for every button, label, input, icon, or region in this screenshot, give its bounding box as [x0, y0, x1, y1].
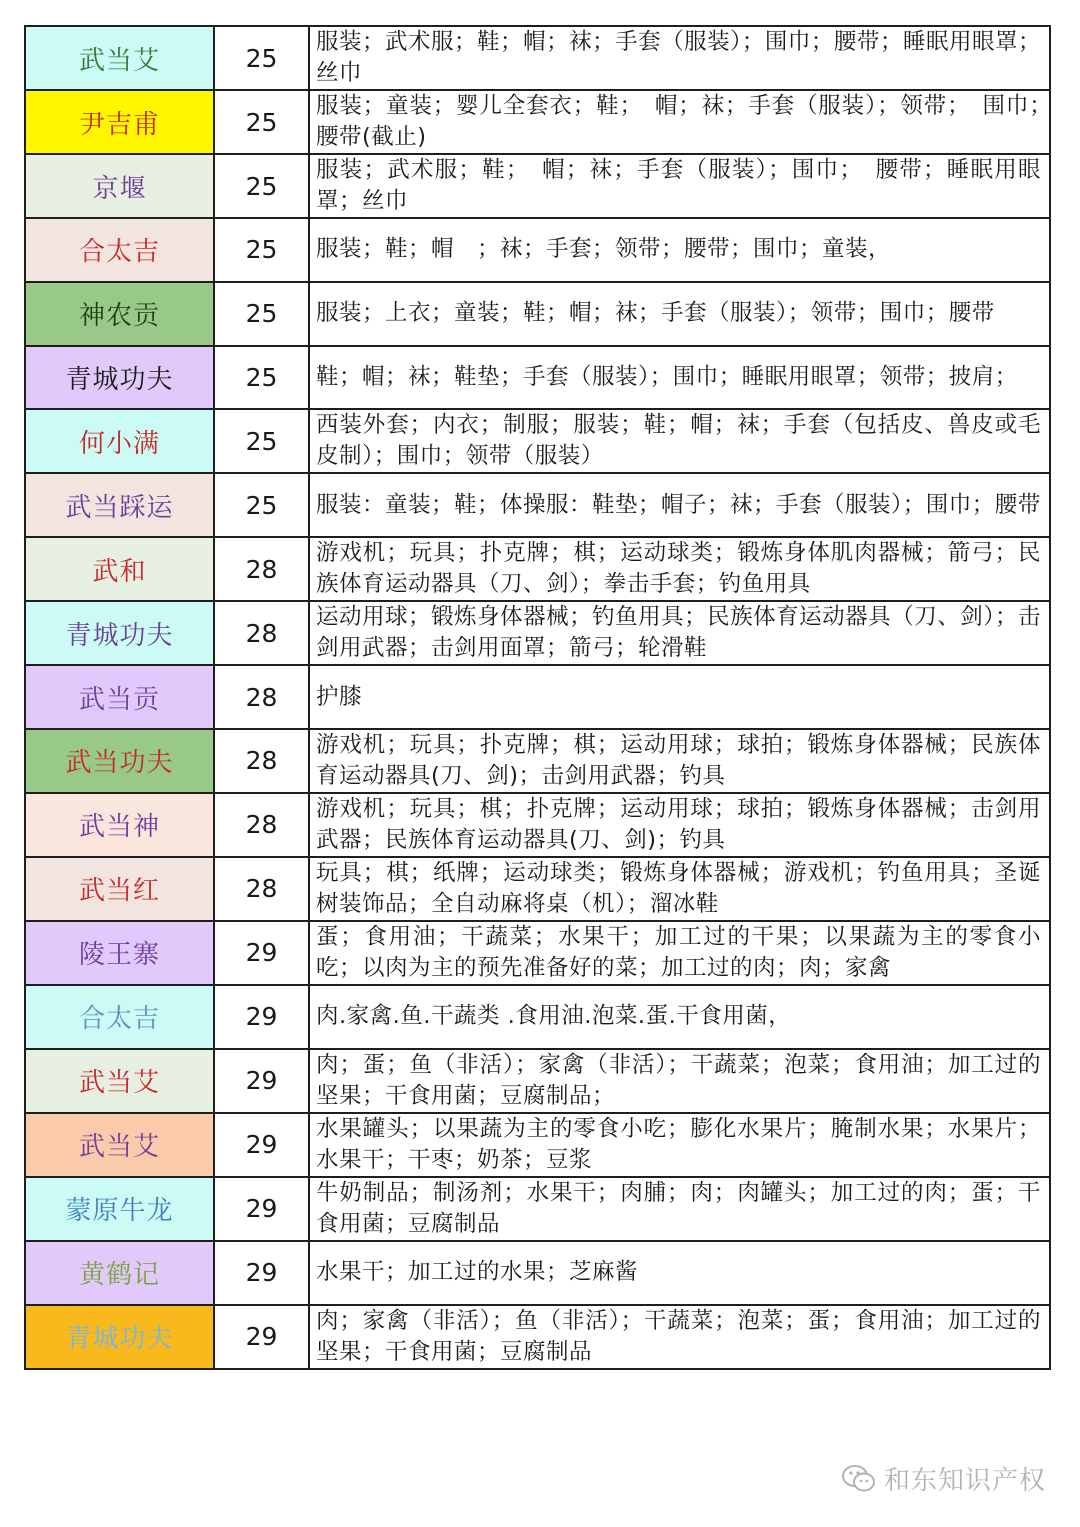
table-row	[25, 1049, 1050, 1113]
table-row	[25, 218, 1050, 282]
brand-name-cell: 黄鹤记	[25, 1241, 214, 1305]
trademark-table-body	[25, 26, 1065, 1369]
goods-list-cell: 玩具；棋；纸牌；运动球类；锻炼身体器械；游戏机；钓鱼用具；圣诞树装饰品；全自动麻将桌（机）；溜冰鞋	[309, 857, 1050, 921]
brand-name-cell: 蒙原牛龙	[25, 1177, 214, 1241]
table-row	[25, 26, 1050, 90]
trademark-table	[24, 25, 1065, 1370]
brand-name-cell: 武当踩运	[25, 473, 214, 537]
brand-name-cell: 武当艾	[25, 1049, 214, 1113]
class-number-cell: 25	[214, 282, 309, 346]
table-row	[25, 282, 1050, 346]
goods-list-cell: 水果干；加工过的水果；芝麻酱	[309, 1241, 1050, 1305]
goods-list-cell: 游戏机；玩具；扑克牌；棋；运动用球；球拍；锻炼身体器械；民族体育运动器具(刀、剑)；击剑用武器；钓具	[309, 729, 1050, 793]
brand-name-cell: 陵王寨	[25, 921, 214, 985]
class-number-cell: 29	[214, 921, 309, 985]
table-row	[25, 346, 1050, 410]
table-row	[25, 729, 1050, 793]
goods-list-cell: 护膝	[309, 665, 1050, 729]
goods-list-cell: 服装；鞋；帽 ；袜；手套；领带；腰带；围巾；童装，	[309, 218, 1050, 282]
table-row	[25, 665, 1050, 729]
goods-list-cell: 服装；武术服；鞋；帽；袜；手套（服装）；围巾；腰带；睡眠用眼罩；丝巾	[309, 26, 1050, 90]
class-number-cell: 25	[214, 26, 309, 90]
goods-list-cell: 游戏机；玩具；棋；扑克牌；运动用球；球拍；锻炼身体器械；击剑用武器；民族体育运动器具(刀、剑)；钓具	[309, 793, 1050, 857]
table-row	[25, 1241, 1050, 1305]
brand-name-cell: 合太吉	[25, 218, 214, 282]
brand-name-cell: 青城功夫	[25, 346, 214, 410]
goods-list-cell: 牛奶制品；制汤剂；水果干；肉脯；肉；肉罐头；加工过的肉；蛋；干食用菌；豆腐制品	[309, 1177, 1050, 1241]
brand-name-cell: 武当神	[25, 793, 214, 857]
class-number-cell: 29	[214, 985, 309, 1049]
class-number-cell: 29	[214, 1113, 309, 1177]
watermark-text: 和东知识产权	[883, 1466, 1046, 1496]
goods-list-cell: 服装：童装；鞋；体操服：鞋垫；帽子；袜；手套（服装）；围巾；腰带	[309, 473, 1050, 537]
goods-list-cell: 肉；蛋；鱼（非活）；家禽（非活）；干蔬菜；泡菜；食用油；加工过的坚果；干食用菌；豆腐制品；	[309, 1049, 1050, 1113]
class-number-cell: 25	[214, 346, 309, 410]
table-row	[25, 857, 1050, 921]
goods-list-cell: 水果罐头；以果蔬为主的零食小吃；膨化水果片；腌制水果；水果片；水果干；干枣；奶茶；豆浆	[309, 1113, 1050, 1177]
table-row	[25, 90, 1050, 154]
brand-name-cell: 何小满	[25, 409, 214, 473]
goods-list-cell: 蛋；食用油；干蔬菜；水果干；加工过的干果；以果蔬为主的零食小吃；以肉为主的预先准备好的菜；加工过的肉；肉；家禽	[309, 921, 1050, 985]
class-number-cell: 28	[214, 665, 309, 729]
table-row	[25, 921, 1050, 985]
class-number-cell: 28	[214, 857, 309, 921]
goods-list-cell: 肉；家禽（非活）；鱼（非活）；干蔬菜；泡菜；蛋；食用油；加工过的坚果；干食用菌；豆腐制品	[309, 1305, 1050, 1369]
class-number-cell: 25	[214, 473, 309, 537]
goods-list-cell: 服装；童装；婴儿全套衣；鞋； 帽；袜；手套（服装）；领带； 围巾； 腰带(截止)	[309, 90, 1050, 154]
class-number-cell: 28	[214, 793, 309, 857]
table-row	[25, 409, 1050, 473]
brand-name-cell: 武和	[25, 537, 214, 601]
table-row	[25, 537, 1050, 601]
class-number-cell: 28	[214, 537, 309, 601]
brand-name-cell: 武当贡	[25, 665, 214, 729]
table-row	[25, 1113, 1050, 1177]
brand-name-cell: 青城功夫	[25, 1305, 214, 1369]
brand-name-cell: 合太吉	[25, 985, 214, 1049]
table-row	[25, 985, 1050, 1049]
wechat-icon	[842, 1464, 876, 1494]
goods-list-cell: 游戏机；玩具；扑克牌；棋；运动球类；锻炼身体肌肉器械；箭弓；民族体育运动器具（刀、剑）；拳击手套；钓鱼用具	[309, 537, 1050, 601]
class-number-cell: 29	[214, 1241, 309, 1305]
brand-name-cell: 武当红	[25, 857, 214, 921]
table-row	[25, 601, 1050, 665]
class-number-cell: 29	[214, 1305, 309, 1369]
table-row	[25, 1177, 1050, 1241]
class-number-cell: 28	[214, 729, 309, 793]
goods-list-cell: 西装外套；内衣；制服；服装；鞋；帽；袜；手套（包括皮、兽皮或毛皮制）；围巾；领带（服装）	[309, 409, 1050, 473]
class-number-cell: 25	[214, 218, 309, 282]
goods-list-cell: 鞋；帽；袜；鞋垫；手套（服装）；围巾；睡眠用眼罩；领带；披肩；	[309, 346, 1050, 410]
brand-name-cell: 武当功夫	[25, 729, 214, 793]
goods-list-cell: 肉.家禽.鱼.干蔬类 .食用油.泡菜.蛋.干食用菌，	[309, 985, 1050, 1049]
class-number-cell: 29	[214, 1177, 309, 1241]
class-number-cell: 25	[214, 154, 309, 218]
class-number-cell: 29	[214, 1049, 309, 1113]
brand-name-cell: 武当艾	[25, 26, 214, 90]
table-row	[25, 793, 1050, 857]
table-row	[25, 473, 1050, 537]
table-row	[25, 154, 1050, 218]
brand-name-cell: 京堰	[25, 154, 214, 218]
class-number-cell: 25	[214, 409, 309, 473]
brand-name-cell: 尹吉甫	[25, 90, 214, 154]
class-number-cell: 25	[214, 90, 309, 154]
class-number-cell: 28	[214, 601, 309, 665]
goods-list-cell: 服装；上衣；童装；鞋；帽；袜；手套（服装）；领带；围巾；腰带	[309, 282, 1050, 346]
brand-name-cell: 青城功夫	[25, 601, 214, 665]
brand-name-cell: 武当艾	[25, 1113, 214, 1177]
goods-list-cell: 服装；武术服；鞋； 帽；袜；手套（服装）；围巾； 腰带；睡眠用眼罩；丝巾	[309, 154, 1050, 218]
table-row	[25, 1305, 1050, 1369]
brand-name-cell: 神农贡	[25, 282, 214, 346]
watermark	[842, 1460, 1046, 1497]
goods-list-cell: 运动用球；锻炼身体器械；钓鱼用具；民族体育运动器具（刀、剑）；击剑用武器；击剑用面罩；箭弓；轮滑鞋	[309, 601, 1050, 665]
